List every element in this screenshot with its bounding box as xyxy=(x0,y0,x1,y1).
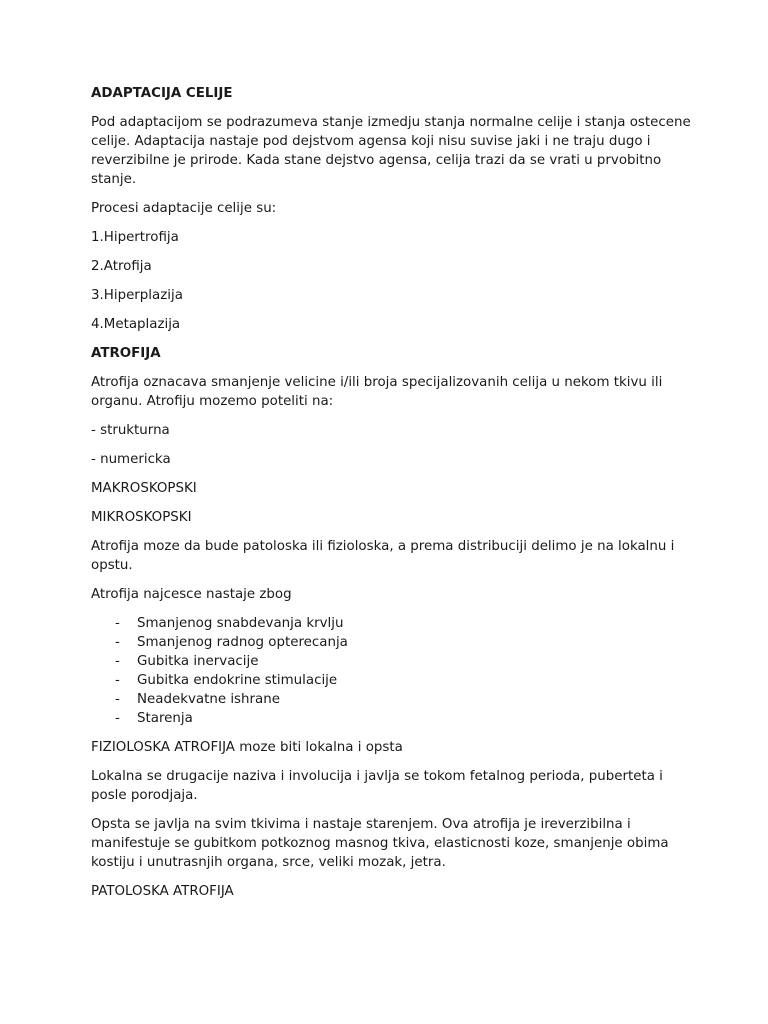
processes-heading: Procesi adaptacije celije su: xyxy=(91,201,277,216)
list-item xyxy=(91,709,691,728)
fizioloska-heading: FIZIOLOSKA ATROFIJA moze biti lokalna i opsta xyxy=(91,740,403,755)
process-item: 3.Hiperplazija xyxy=(91,288,183,303)
type-item: - numericka xyxy=(91,452,171,467)
dash-bullet: - xyxy=(115,654,120,669)
atrofija-heading: ATROFIJA xyxy=(91,346,161,361)
type-item: - strukturna xyxy=(91,423,170,438)
causes-heading: Atrofija najcesce nastaje zbog xyxy=(91,587,292,602)
makroskopski-label: MAKROSKOPSKI xyxy=(91,481,197,496)
lokalna-paragraph: Lokalna se drugacije naziva i involucija i javlja se tokom fetalnog perioda, puberteta i posle porodjaja. xyxy=(91,769,663,803)
document-title: ADAPTACIJA CELIJE xyxy=(91,86,233,101)
process-item: 2.Atrofija xyxy=(91,259,152,274)
list-item xyxy=(91,652,691,671)
dash-bullet: - xyxy=(115,692,120,707)
cause-text: Gubitka endokrine stimulacije xyxy=(137,673,338,688)
dash-bullet: - xyxy=(115,673,120,688)
intro-paragraph: Pod adaptacijom se podrazumeva stanje izmedju stanja normalne celije i stanja ostecene celije. Adaptacija nastaje pod dejstvom agensa koji nisu suvise jaki i ne traju dugo i reverzibilne je prirode. Kada stane dejstvo agensa, celija trazi da se vrati u prvobitno stanje. xyxy=(91,115,691,187)
list-item xyxy=(91,614,691,633)
cause-text: Starenja xyxy=(137,711,193,726)
cause-text: Gubitka inervacije xyxy=(137,654,259,669)
dash-bullet: - xyxy=(115,711,120,726)
document-page xyxy=(91,84,691,911)
atrofija-definition: Atrofija oznacava smanjenje velicine i/ili broja specijalizovanih celija u nekom tkivu ili organu. Atrofiju mozemo poteliti na: xyxy=(91,375,663,409)
list-item xyxy=(91,671,691,690)
mikroskopski-label: MIKROSKOPSKI xyxy=(91,510,192,525)
list-item xyxy=(91,690,691,709)
cause-text: Neadekvatne ishrane xyxy=(137,692,280,707)
process-item: 1.Hipertrofija xyxy=(91,230,179,245)
dash-bullet: - xyxy=(115,616,120,631)
cause-text: Smanjenog snabdevanja krvlju xyxy=(137,616,344,631)
pato-fizio-paragraph: Atrofija moze da bude patoloska ili fizioloska, a prema distribuciji delimo je na lokalnu i opstu. xyxy=(91,539,675,573)
cause-text: Smanjenog radnog opterecanja xyxy=(137,635,348,650)
dash-bullet: - xyxy=(115,635,120,650)
opsta-paragraph: Opsta se javlja na svim tkivima i nastaje starenjem. Ova atrofija je ireverzibilna i manifestuje se gubitkom potkoznog masnog tkiva, elasticnosti koze, smanjenje obima kostiju i unutrasnjih organa, srce, veliki mozak, jetra. xyxy=(91,817,669,870)
process-item: 4.Metaplazija xyxy=(91,317,181,332)
causes-list xyxy=(91,614,691,728)
list-item xyxy=(91,633,691,652)
patoloska-heading: PATOLOSKA ATROFIJA xyxy=(91,884,234,899)
